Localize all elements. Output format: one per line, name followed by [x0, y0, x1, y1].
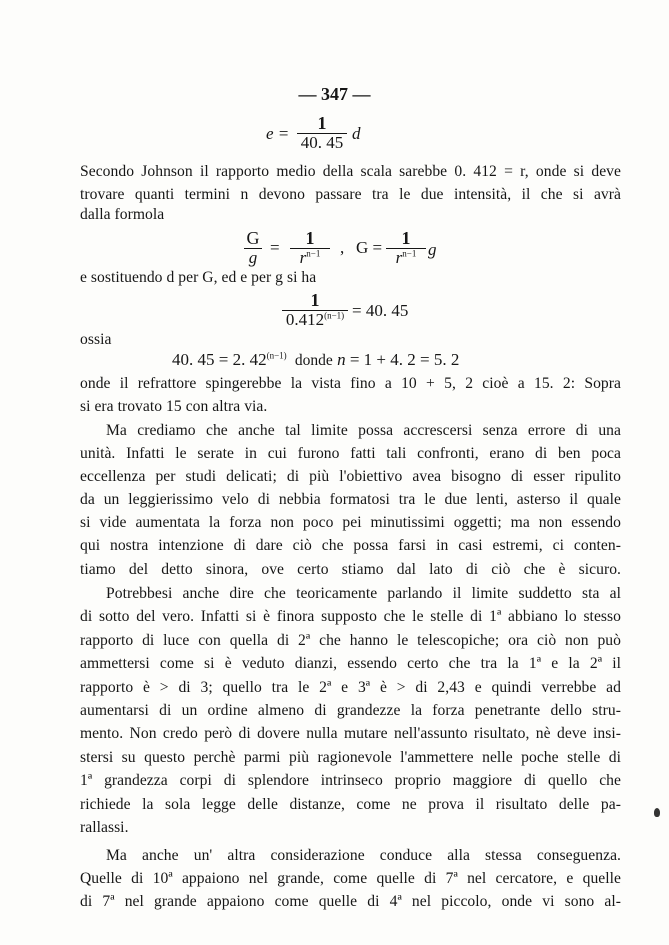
denominator: 40. 45	[297, 133, 347, 152]
fraction	[282, 290, 348, 329]
base: 0.412	[285, 310, 325, 329]
scan-speck	[654, 808, 660, 817]
exponent: (n−1)	[324, 310, 345, 321]
formula-word: donde	[294, 352, 333, 369]
fraction	[290, 228, 330, 267]
base: r	[299, 248, 307, 267]
text-line: rallassi.	[80, 819, 129, 836]
text-line: Ma anche un' altra considerazione conduce alla stessa conseguenza.	[106, 847, 621, 864]
text-line: rapporto di luce con quella di 2ª che hanno le telescopiche; ora ciò non può	[80, 632, 621, 649]
text-line: di 7ª nel grande appaiono come quelle di 4ª nel piccolo, onde vi sono al-	[80, 893, 621, 910]
formula-n	[172, 350, 459, 371]
exponent: n−1	[402, 248, 417, 259]
exponent: (n−1)	[266, 350, 287, 361]
comma: ,	[340, 238, 345, 257]
text-line: e sostituendo d per G, ed e per g si ha	[80, 269, 317, 286]
denominator: g	[244, 248, 262, 267]
text-line: si vide aumentata la forza non poco pei minutissimi oggetti; ma non essendo	[80, 514, 621, 531]
numerator: 1	[401, 228, 411, 248]
exponent: n−1	[306, 248, 321, 259]
text-line: aumentarsi di un ordine almeno di grandezze la forza penetrante dello stru-	[80, 702, 621, 719]
text-line: si era trovato 15 con altra via.	[80, 398, 268, 415]
denominator	[282, 310, 348, 329]
text-line: rapporto è > di 3; quello tra le 2ª e 3ª è > di 2,43 e quindi verrebbe ad	[80, 679, 621, 696]
numerator: 1	[310, 290, 320, 310]
text-line: Secondo Johnson il rapporto medio della scala sarebbe 0. 412 = r, onde si deve	[80, 163, 621, 180]
text-line: trovare quanti termini n devono passare tra le due intensità, il che si avrà	[80, 186, 621, 203]
denominator	[290, 248, 330, 267]
formula-rhs: = 40. 45	[352, 301, 409, 320]
text-line: unità. Infatti le serate in cui furono fatti tali confronti, erano di ben poca	[80, 445, 621, 462]
text-line: eccellenza per studi delicati; di più l'obiettivo avea bisogno di esser ripulito	[80, 468, 621, 485]
text-line: Quelle di 10ª appaiono nel grande, come quelle di 7ª nel cercatore, e quelle	[80, 870, 621, 887]
text-line: Potrebbesi anche dire che teoricamente parlando il limite suddetto sta al	[106, 585, 621, 602]
text-line: ossia	[80, 331, 112, 348]
text-line: richiede la sola legge delle distanze, come ne prova il risultato delle pa-	[80, 796, 621, 813]
page-number: — 347 —	[298, 84, 371, 104]
text-line: tiamo del detto sinora, ove certo stiamo dal lato di ciò che è sicuro.	[80, 561, 621, 578]
formula-rhs: g	[428, 240, 437, 259]
text-line: onde il refrattore spingerebbe la vista fino a 10 + 5, 2 cioè a 15. 2: Sopra	[80, 375, 621, 392]
variable: n	[337, 350, 346, 369]
text-line: dalla formola	[80, 206, 165, 223]
base: r	[395, 248, 403, 267]
formula-rhs: d	[352, 124, 361, 143]
text-line: 1ª grandezza corpi di splendore intrinseco proprio maggiore di quello che	[80, 772, 621, 789]
formula-lhs: 40. 45 = 2. 42	[172, 350, 267, 369]
text-line: ammettersi come si è veduto dianzi, essendo certo che tra la 1ª e la 2ª il	[80, 655, 621, 672]
numerator: 1	[305, 228, 315, 248]
text-line: mento. Non credo però di dovere nulla mutare nell'assunto risultato, nè deve insi-	[80, 725, 621, 742]
text-line: stersi su questo perchè parmi più ragionevole l'ammettere nelle poche stelle di	[80, 749, 621, 766]
numerator: 1	[317, 113, 327, 133]
fraction	[386, 228, 426, 267]
denominator	[386, 248, 426, 267]
fraction	[297, 113, 347, 152]
equals: =	[270, 238, 280, 257]
fraction	[244, 228, 262, 267]
text-line: di sotto del vero. Infatti si è finora supposto che le stelle di 1ª abbiano lo stesso	[80, 608, 621, 625]
formula-lhs: e =	[266, 124, 290, 143]
formula-rhs: = 1 + 4. 2 = 5. 2	[349, 350, 460, 369]
text-line: da un leggierissimo velo di nebbia formatosi tra le due lenti, asterso il quale	[80, 491, 621, 508]
numerator: G	[246, 228, 260, 248]
text-line: Ma crediamo che anche tal limite possa accrescersi senza errore di una	[106, 422, 621, 439]
text-line: qui nostra intenzione di dare ciò che possa farsi in casi estremi, ci conten-	[80, 537, 621, 554]
formula-lhs: G =	[356, 238, 383, 257]
